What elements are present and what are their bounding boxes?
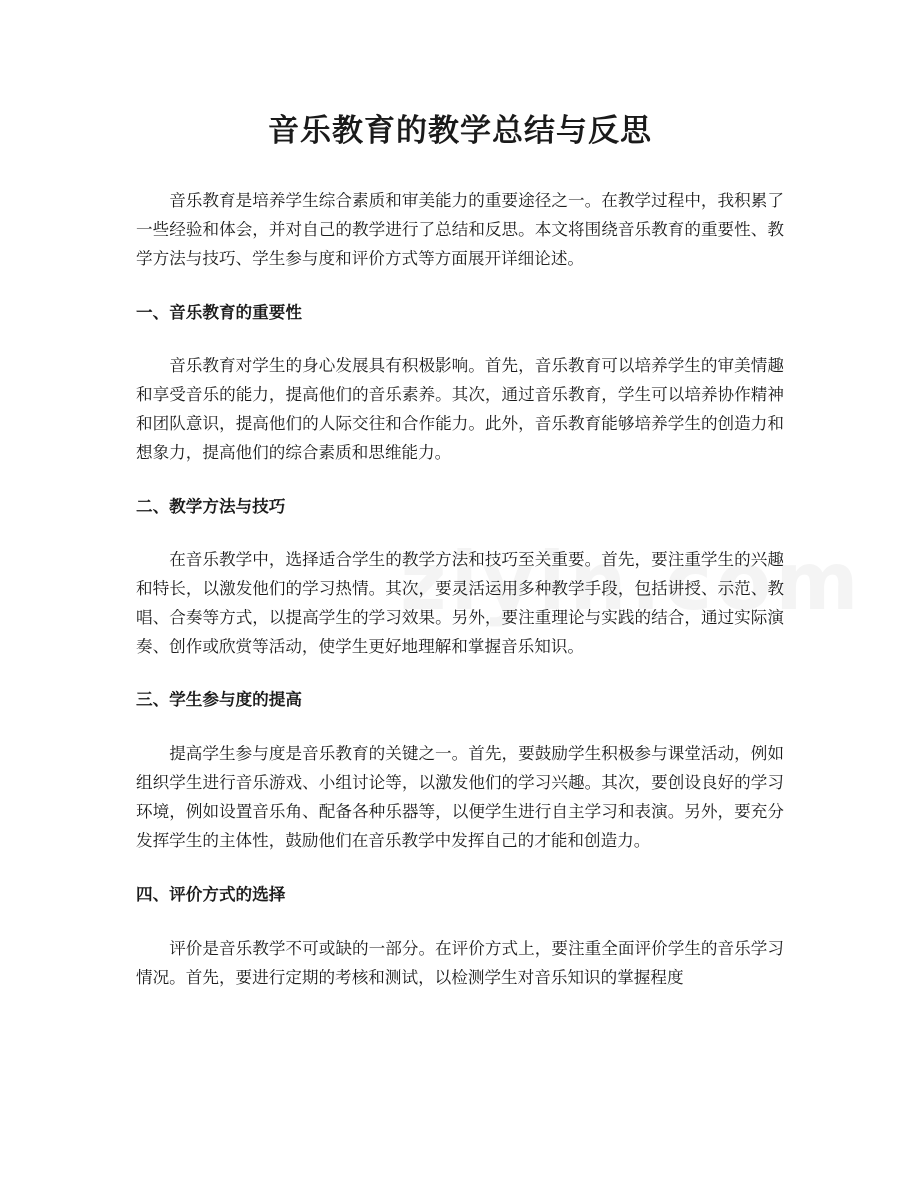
section-heading-participation: 三、学生参与度的提高: [136, 690, 302, 709]
section-heading-evaluation: 四、评价方式的选择: [136, 885, 286, 904]
section-body-importance: 音乐教育对学生的身心发展具有积极影响。首先，音乐教育可以培养学生的审美情趣和享受音乐的能力，提高他们的音乐素养。其次，通过音乐教育，学生可以培养协作精神和团队意识，提高他们的人际交往和合作能力。此外，音乐教育能够培养学生的创造力和想象力，提高他们的综合素质和思维能力。: [136, 356, 784, 462]
document-title: 音乐教育的教学总结与反思: [268, 113, 652, 149]
section-body-evaluation: 评价是音乐教学不可或缺的一部分。在评价方式上，要注重全面评价学生的音乐学习情况。首先，要进行定期的考核和测试，以检测学生对音乐知识的掌握程度: [136, 939, 784, 987]
section-body-participation: 提高学生参与度是音乐教育的关键之一。首先，要鼓励学生积极参与课堂活动，例如组织学生进行音乐游戏、小组讨论等，以激发他们的学习兴趣。其次，要创设良好的学习环境，例如设置音乐角、配备各种乐器等，以便学生进行自主学习和表演。另外，要充分发挥学生的主体性，鼓励他们在音乐教学中发挥自己的才能和创造力。: [136, 744, 784, 850]
section-heading-methods: 二、教学方法与技巧: [136, 497, 286, 516]
intro-paragraph: 音乐教育是培养学生综合素质和审美能力的重要途径之一。在教学过程中，我积累了一些经验和体会，并对自己的教学进行了总结和反思。本文将围绕音乐教育的重要性、教学方法与技巧、学生参与度和评价方式等方面展开详细论述。: [136, 191, 784, 268]
section-heading-importance: 一、音乐教育的重要性: [136, 303, 302, 322]
section-body-methods: 在音乐教学中，选择适合学生的教学方法和技巧至关重要。首先，要注重学生的兴趣和特长，以激发他们的学习热情。其次，要灵活运用多种教学手段，包括讲授、示范、教唱、合奏等方式，以提高学生的学习效果。另外，要注重理论与实践的结合，通过实际演奏、创作或欣赏等活动，使学生更好地理解和掌握音乐知识。: [136, 550, 784, 656]
